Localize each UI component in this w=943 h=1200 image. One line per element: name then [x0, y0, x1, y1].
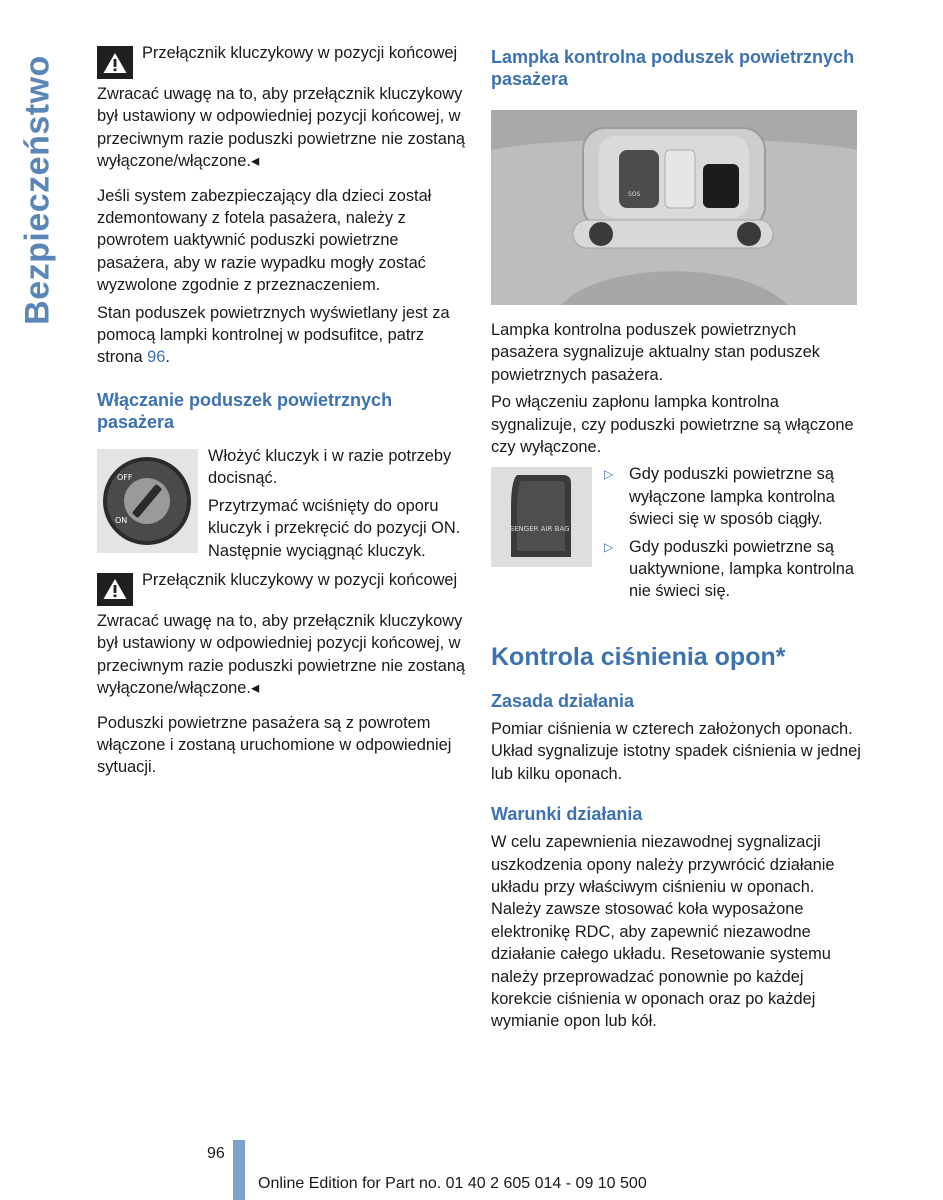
list-item: ▷ Gdy poduszki powietrzne są wyłączone lampka kontrolna świeci się w sposób ciągły.: [604, 463, 861, 530]
footer-bar: [233, 1140, 245, 1200]
list-item: ▷ Gdy poduszki powietrzne są uaktywnione, lampka kontrolna nie świeci się.: [604, 536, 861, 603]
paragraph: Przytrzymać wciśnięty do oporu kluczyk i przekręcić do pozycji ON. Następnie wyciągnąć kluczyk.: [208, 496, 461, 560]
right-column: [491, 42, 861, 1038]
paragraph: Pomiar ciśnienia w czterech założonych oponach. Układ sygnalizuje istotny spadek ciśnienia w jednej lub kilku oponach.: [491, 719, 861, 783]
sos-label: SOS: [628, 191, 641, 198]
warning-title: Przełącznik kluczykowy w pozycji końcowej: [142, 44, 458, 62]
key-figure-row: [97, 445, 467, 567]
warning-icon: [97, 573, 133, 606]
section-title: Bezpieczeństwo: [18, 55, 57, 325]
key-on-label: ON: [115, 515, 128, 525]
subsection-heading: Warunki działania: [491, 804, 643, 825]
warning-box: [97, 569, 467, 606]
section-side-tab: [14, 40, 62, 340]
airbag-off-button-image: [491, 467, 592, 567]
page-link[interactable]: 96: [147, 348, 166, 367]
key-instructions: [208, 445, 467, 567]
airbag-off-text: PASSENGER AIR BAG OFF: [496, 525, 586, 534]
key-off-label: OFF: [117, 472, 133, 482]
paragraph: Włożyć kluczyk i w razie potrzeby docisnąć.: [208, 446, 452, 488]
section-heading: Lampka kontrolna poduszek powietrznych pasażera: [491, 47, 855, 89]
section-heading: Włączanie poduszek powietrznych pasażera: [97, 389, 393, 432]
subsection-heading: Zasada działania: [491, 690, 635, 711]
lamp-states-row: [491, 463, 861, 607]
paragraph: Stan poduszek powietrznych wyświetlany jest za pomocą lampki kontrolnej w podsufitce, patrz strona 96.: [97, 303, 450, 367]
warning-icon: [97, 46, 133, 79]
chapter-heading: Kontrola ciśnienia opon*: [491, 642, 786, 671]
page-number: 96: [207, 1145, 225, 1162]
airbag-lamp-console-image: [491, 110, 857, 305]
paragraph: Zwracać uwagę na to, aby przełącznik kluczykowy był ustawiony w odpowiedniej pozycji końcowej, w przeciwnym razie poduszki powietrzne nie zostaną wyłączone/włączone.◂: [97, 85, 466, 171]
left-column: [97, 42, 467, 784]
warning-box: [97, 42, 467, 79]
warning-title: Przełącznik kluczykowy w pozycji końcowej: [142, 570, 458, 589]
lamp-state-list: [604, 463, 861, 607]
paragraph: Jeśli system zabezpieczający dla dzieci został zdemontowany z fotela pasażera, należy z powrotem uaktywnić poduszki powietrzne pasażera, aby w razie wypadku mogły zostać wyzwolone zgodnie z przeznaczeniem.: [97, 186, 432, 295]
paragraph: Po włączeniu zapłonu lampka kontrolna sygnalizuje, czy poduszki powietrzne są włączone czy wyłączone.: [491, 393, 854, 457]
paragraph: Zwracać uwagę na to, aby przełącznik kluczykowy był ustawiony w odpowiedniej pozycji końcowej, w przeciwnym razie poduszki powietrzne nie zostaną wyłączone/włączone.◂: [97, 611, 466, 698]
paragraph: Poduszki powietrzne pasażera są z powrotem włączone i zostaną uruchomione w odpowiedniej sytuacji.: [97, 713, 452, 777]
bullet-triangle-icon: ▷: [604, 539, 614, 554]
footer-edition-text: Online Edition for Part no. 01 40 2 605 014 - 09 10 500: [258, 1175, 647, 1192]
paragraph: Lampka kontrolna poduszek powietrznych pasażera sygnalizuje aktualny stan poduszek powietrznych pasażera.: [491, 321, 820, 384]
bullet-triangle-icon: ▷: [604, 467, 614, 482]
paragraph: W celu zapewnienia niezawodnej sygnalizacji uszkodzenia opony należy przywrócić działanie układu przy właściwym ciśnieniu w oponach. Należy zawsze stosować koła wyposażone elektronikę RDC, aby zapewnić niezawodne działanie całego układu. Resetowanie systemu należy przeprowadzać ponownie po każdej korekcie ciśnienia w oponach oraz po każdej wymianie opon lub kół.: [491, 833, 835, 1031]
